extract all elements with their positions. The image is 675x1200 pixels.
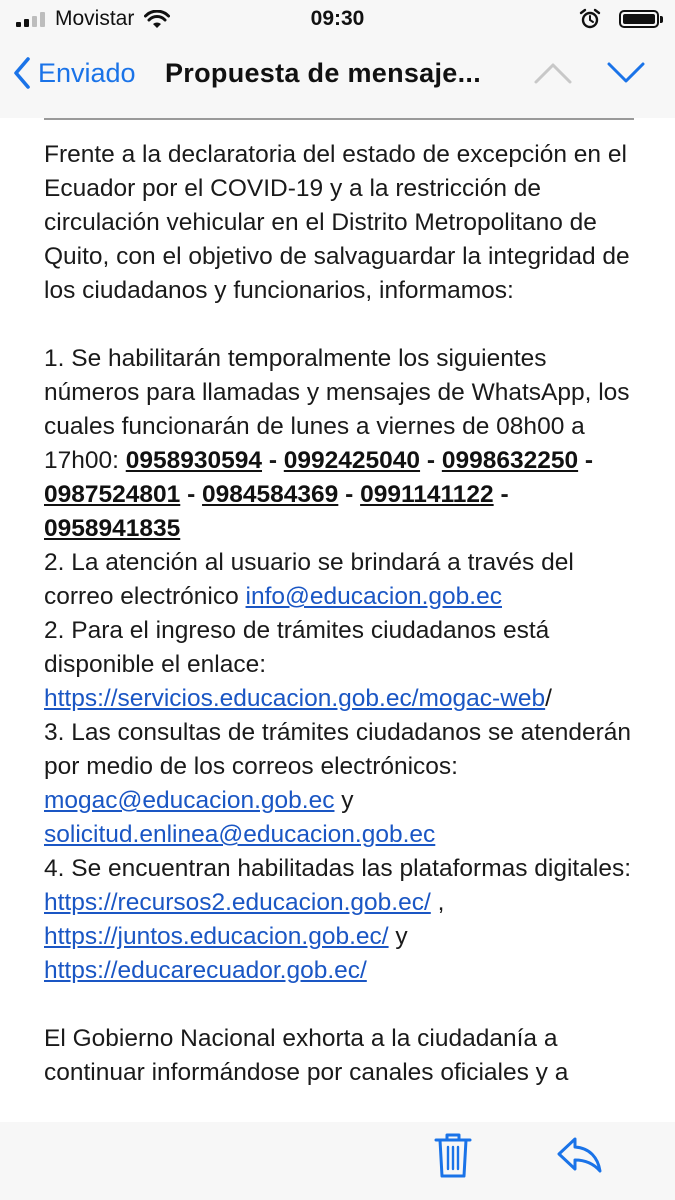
- phone-link[interactable]: 0998632250: [441, 447, 579, 474]
- phone-separator: -: [420, 447, 442, 474]
- page-title: Propuesta de mensaje...: [165, 58, 482, 88]
- separator: ,: [430, 889, 445, 916]
- clock: 09:30: [310, 7, 365, 30]
- item-inquiries: [44, 716, 644, 852]
- carrier-name: Movistar: [55, 7, 135, 30]
- url-link[interactable]: https://juntos.educacion.gob.ec/: [44, 923, 389, 950]
- header-divider: [44, 118, 634, 120]
- previous-message-button[interactable]: [533, 60, 573, 91]
- reply-icon: [555, 1134, 603, 1174]
- delete-button[interactable]: [433, 1130, 473, 1185]
- reply-button[interactable]: [555, 1134, 603, 1179]
- item-inquiries-text: 3. Las consultas de trámites ciudadanos se atenderán por medio de los correos electrónicos:: [44, 719, 632, 780]
- phone-link[interactable]: 0987524801: [44, 481, 181, 508]
- url-link[interactable]: https://servicios.educacion.gob.ec/mogac-web: [44, 685, 546, 712]
- phone-separator: -: [493, 481, 509, 508]
- chevron-down-icon: [606, 60, 646, 86]
- closing-paragraph: El Gobierno Nacional exhorta a la ciudadanía a continuar informándose por canales oficiales y a: [44, 1025, 569, 1086]
- item-procedures-link: [44, 614, 644, 716]
- next-message-button[interactable]: [606, 60, 646, 91]
- url-suffix: /: [545, 685, 552, 712]
- email-link[interactable]: mogac@educacion.gob.ec: [44, 787, 335, 814]
- trash-icon: [433, 1130, 473, 1180]
- phone-link[interactable]: 0991141122: [360, 481, 494, 508]
- back-label: Enviado: [38, 57, 136, 88]
- intro-paragraph: Frente a la declaratoria del estado de excepción en el Ecuador por el COVID-19 y a la restricción de circulación vehicular en el Distrito Metropolitano de Quito, con el objetivo de salvaguardar la integridad de los ciudadanos y funcionarios, informamos:: [44, 141, 630, 304]
- phone-separator: -: [578, 447, 594, 474]
- phone-link[interactable]: 0958941835: [44, 515, 181, 542]
- email-body: [44, 138, 644, 1090]
- email-link[interactable]: info@educacion.gob.ec: [245, 583, 502, 610]
- bottom-toolbar: [0, 1122, 675, 1200]
- alarm-icon: [579, 8, 601, 30]
- phone-separator: -: [338, 481, 361, 508]
- item-platforms-text: 4. Se encuentran habilitadas las plataformas digitales:: [44, 855, 631, 882]
- status-bar-right: [579, 8, 659, 30]
- chevron-up-icon: [533, 60, 573, 86]
- phone-link[interactable]: 0992425040: [283, 447, 421, 474]
- item-procedures-text: 2. Para el ingreso de trámites ciudadanos está disponible el enlace:: [44, 617, 550, 678]
- item-email-support-text: 2. La atención al usuario se brindará a través del correo electrónico: [44, 549, 574, 610]
- nav-bar: [0, 38, 675, 118]
- conjunction: y: [334, 787, 354, 814]
- back-button[interactable]: [12, 56, 136, 90]
- status-bar: [0, 0, 675, 38]
- conjunction: y: [388, 923, 408, 950]
- phone-link[interactable]: 0958930594: [125, 447, 263, 474]
- url-link[interactable]: https://educarecuador.gob.ec/: [44, 957, 367, 984]
- item-phones-text: 1. Se habilitarán temporalmente los siguientes números para llamadas y mensajes de WhatsApp, los cuales funcionarán de lunes a viernes de 08h00 a 17h00:: [44, 345, 630, 474]
- item-platforms: [44, 852, 644, 988]
- battery-icon: [619, 10, 659, 28]
- battery-level: [623, 14, 655, 24]
- phone-link[interactable]: 0984584369: [202, 481, 339, 508]
- phone-separator: -: [262, 447, 284, 474]
- chevron-left-icon: [12, 56, 32, 90]
- item-email-support: [44, 546, 644, 614]
- email-link[interactable]: solicitud.enlinea@educacion.gob.ec: [44, 821, 436, 848]
- url-link[interactable]: https://recursos2.educacion.gob.ec/: [44, 889, 431, 916]
- phone-separator: -: [180, 481, 203, 508]
- item-phones: [44, 342, 644, 546]
